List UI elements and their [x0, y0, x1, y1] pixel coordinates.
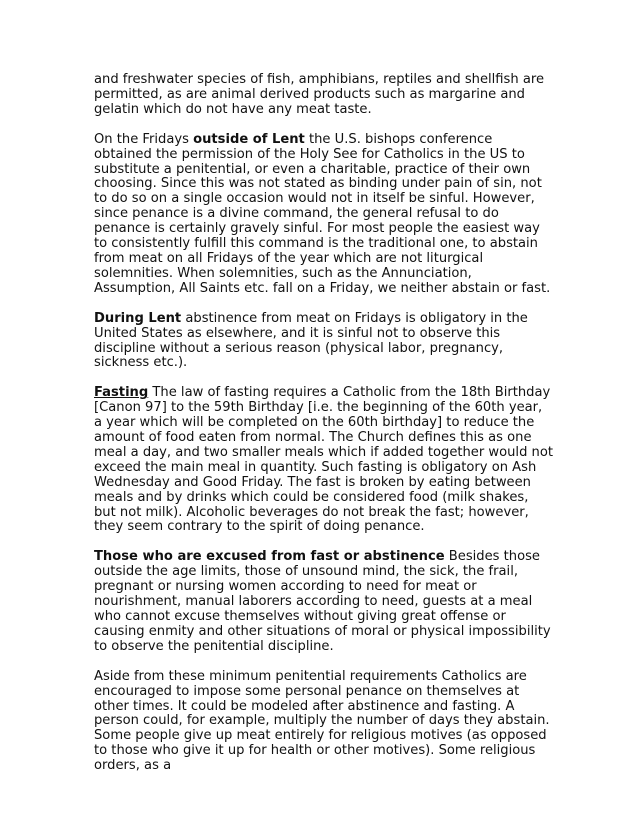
paragraph-text: Besides those outside the age limits, those of unsound mind, the sick, the frail, pregnant or nursing women according to need for meat or nourishment, manual laborers according to need, guests at a meal who cannot excuse themselves without giving great offense or causing enmity and other situations of moral or physical impossibility to observe the penitential discipline.	[94, 549, 551, 654]
paragraph-text: The law of fasting requires a Catholic from the 18th Birthday [Canon 97] to the 59th Birthday [i.e. the beginning of the 60th year, a year which will be completed on the 60th birthday] to reduce the amount of food eaten from normal. The Church defines this as one meal a day, and two smaller meals which if added together would not exceed the main meal in quantity. Such fasting is obligatory on Ash Wednesday and Good Friday. The fast is broken by eating between meals and by drinks which could be considered food (milk shakes, but not milk). Alcoholic beverages do not break the fast; however, they seem contrary to the spirit of doing penance.	[94, 385, 553, 535]
paragraph-during-lent	[94, 312, 554, 372]
paragraph-lead-bold: outside of Lent	[193, 131, 305, 147]
paragraph-text-after: the U.S. bishops conference obtained the permission of the Holy See for Catholics in the US to substitute a penitential, or even a charitable, practice of their own choosing. Since this was not stated as binding under pain of sin, not to do so on a single occasion would not in itself be sinful. However, since penance is a divine command, the general refusal to do penance is certainly gravely sinful. For most people the easiest way to consistently fulfill this command is the traditional one, to abstain from meat on all Fridays of the year which are not liturgical solemnities. When solemnities, such as the Annunciation, Assumption, All Saints etc. fall on a Friday, we neither abstain or fast.	[94, 131, 551, 296]
paragraph-text: abstinence from meat on Fridays is obligatory in the United States as elsewhere, and it is sinful not to observe this discipline without a serious reason (physical labor, pregnancy, sickness etc.).	[94, 310, 528, 371]
paragraph-lead-bold-underlined: Fasting	[94, 385, 149, 401]
document-page	[94, 73, 554, 789]
paragraph-permitted-foods	[94, 73, 554, 118]
paragraph-fasting	[94, 386, 554, 535]
paragraph-text-before: On the Fridays	[94, 131, 194, 147]
paragraph-personal-penance	[94, 670, 554, 774]
paragraph-lead-bold: Those who are excused from fast or abstinence	[94, 549, 445, 565]
paragraph-text: Aside from these minimum penitential requirements Catholics are encouraged to impose some personal penance on themselves at other times. It could be modeled after abstinence and fasting. A person could, for example, multiply the number of days they abstain. Some people give up meat entirely for religious motives (as opposed to those who give it up for health or other motives). Some religious orders, as a	[94, 668, 550, 774]
paragraph-text: and freshwater species of fish, amphibians, reptiles and shellfish are permitted, as are animal derived products such as margarine and gelatin which do not have any meat taste.	[94, 72, 544, 117]
paragraph-fridays-outside-lent	[94, 133, 554, 297]
paragraph-lead-bold: During Lent	[94, 310, 182, 326]
paragraph-excused	[94, 550, 554, 654]
